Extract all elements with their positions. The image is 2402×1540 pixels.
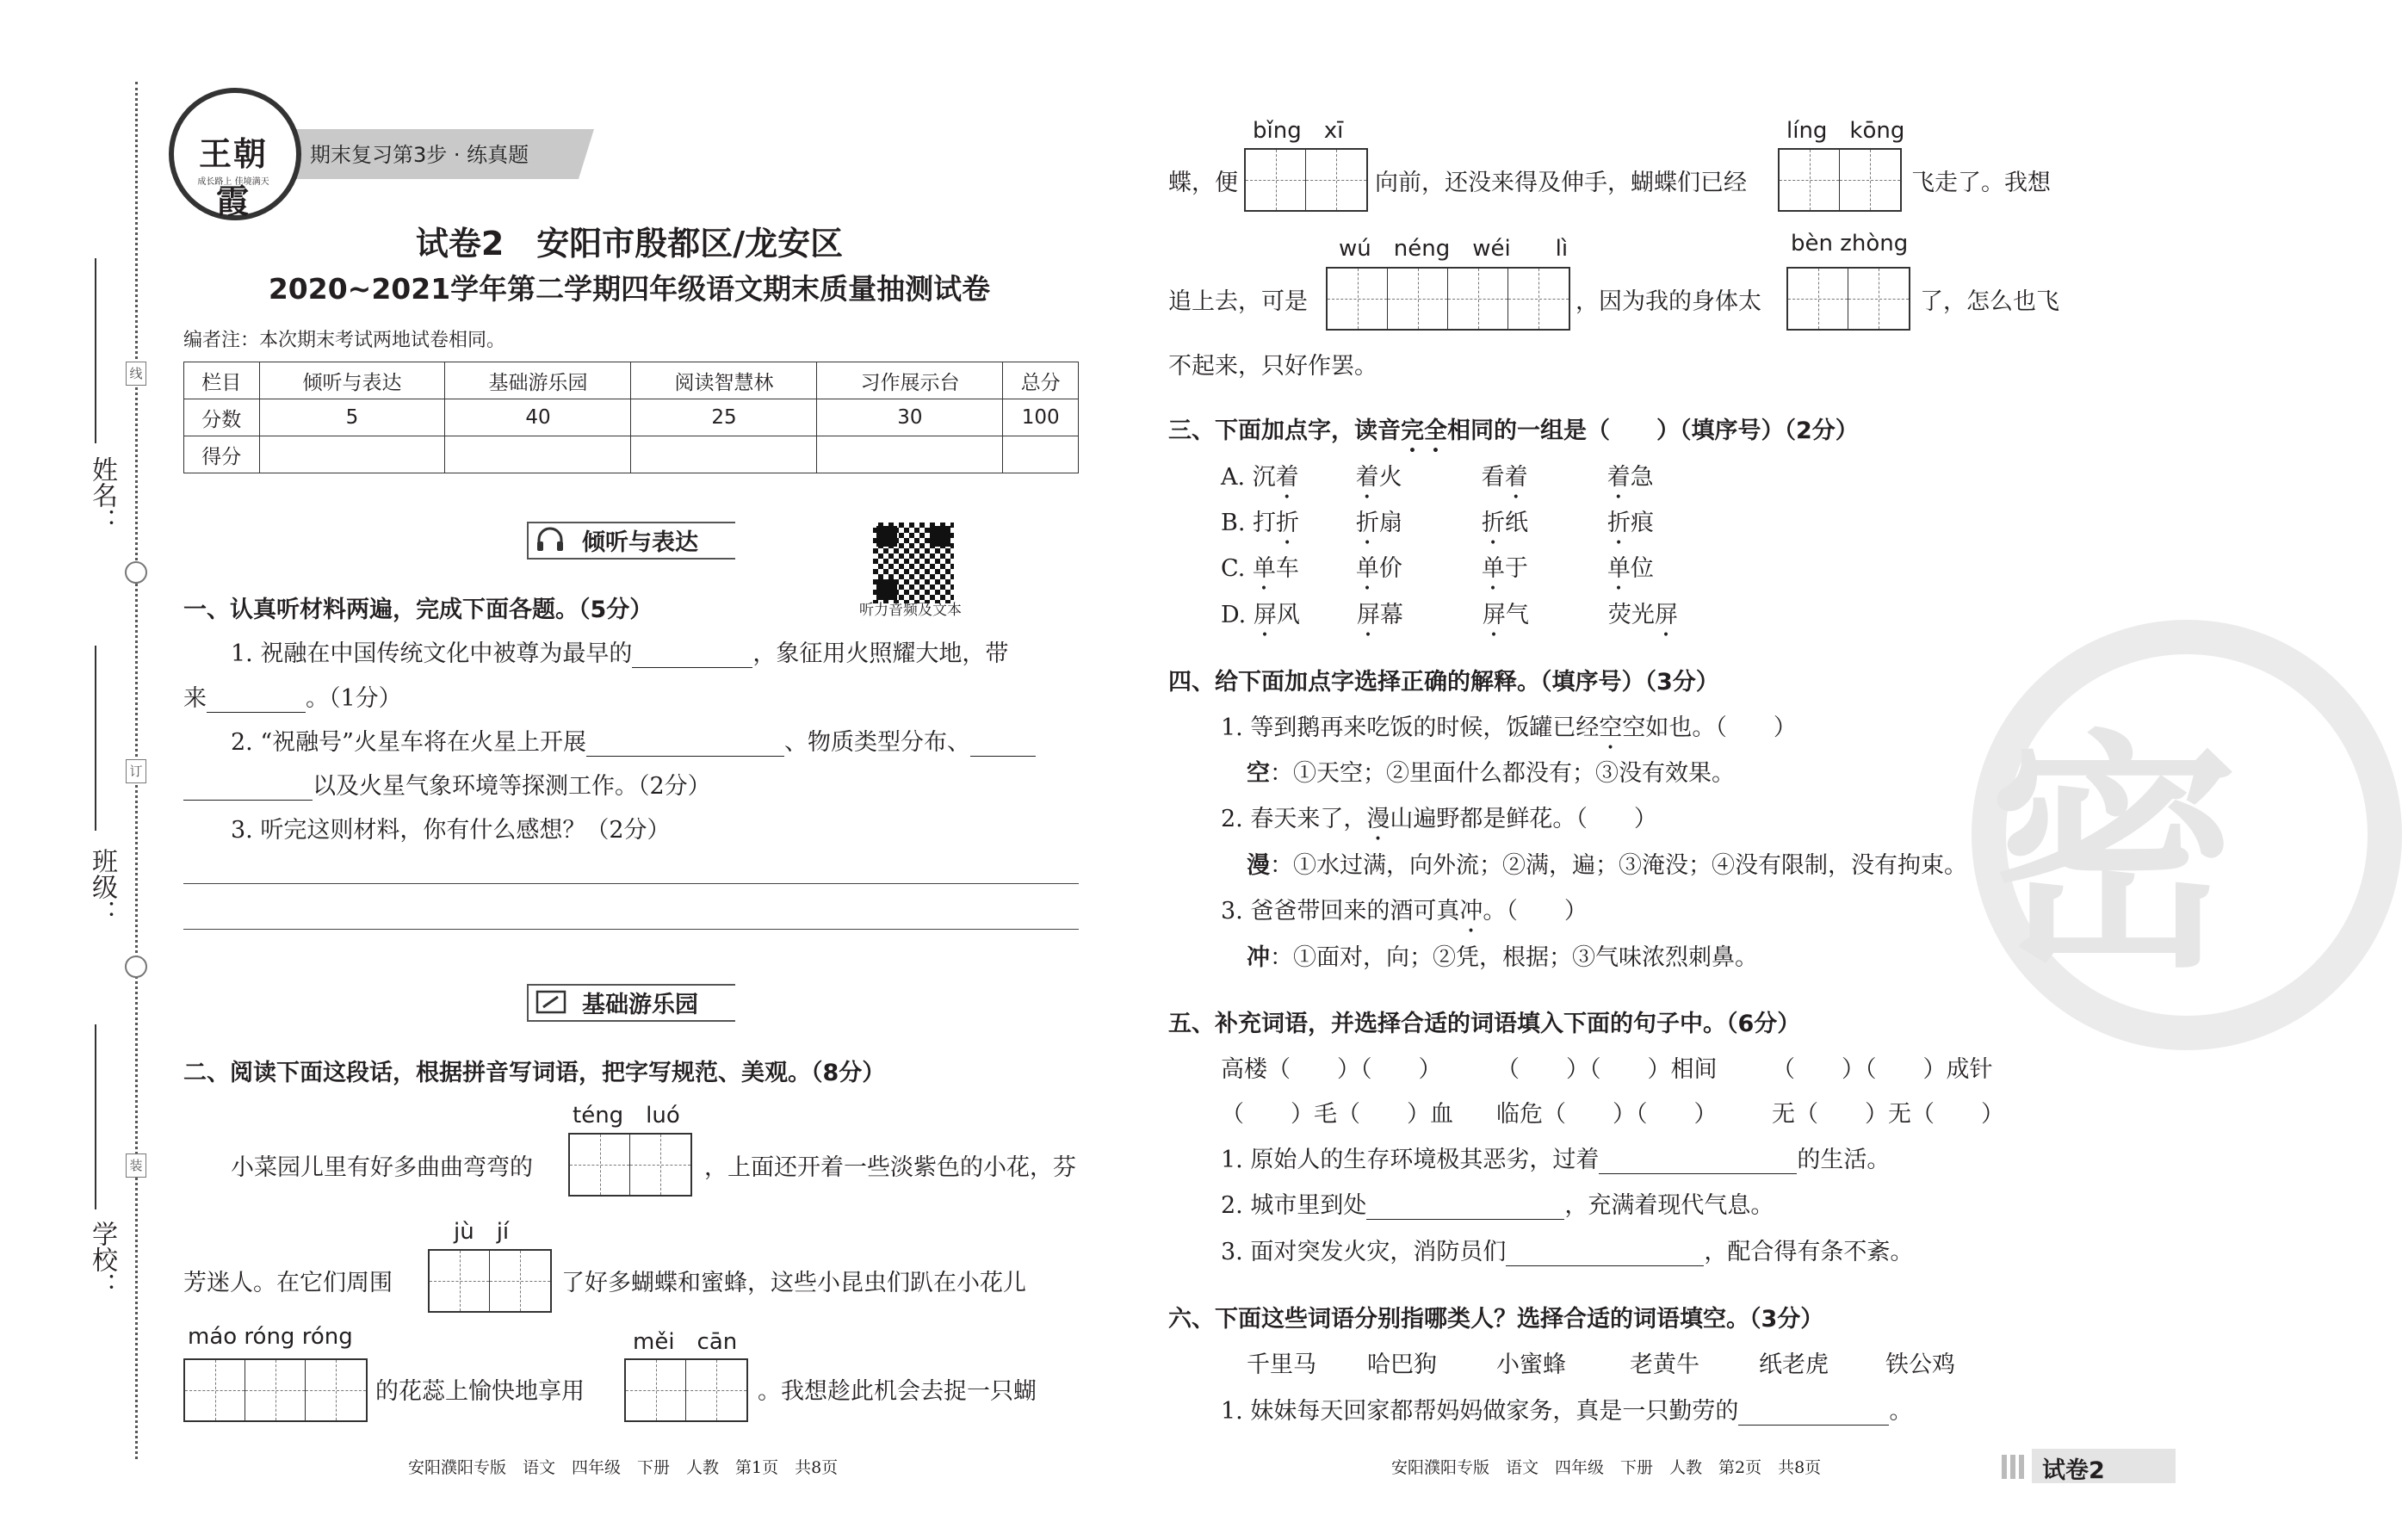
q5-word[interactable]: 临危（ ）（ ） [1496, 1101, 1718, 1128]
headphones-icon [535, 527, 565, 553]
q1-text: 2. “祝融号”火星车将在火星上开展 [231, 729, 586, 756]
dotted-char: 单 [1252, 555, 1276, 582]
q6-word: 哈巴狗 [1367, 1351, 1437, 1378]
q1-text: 以及火星气象环境等探测工作。（2分） [313, 773, 711, 800]
dotted-char: 着 [1355, 464, 1379, 491]
table-cell: 25 [631, 399, 817, 436]
writing-grid[interactable] [183, 1358, 368, 1422]
score-entry-cell[interactable] [631, 436, 817, 473]
word-text: 痕 [1631, 510, 1655, 536]
q5-text: 2. 城市里到处 [1221, 1192, 1367, 1219]
q1-text: 、物质类型分布、 [783, 729, 970, 756]
dotted-char: 漫 [1366, 806, 1390, 832]
editor-note: 编者注：本次期末考试两地试卷相同。 [183, 330, 506, 351]
pinyin-label: měi cān [633, 1329, 738, 1355]
q4-keyword: 空 [1247, 760, 1270, 787]
table-header: 倾听与表达 [259, 362, 445, 399]
word-text: 沉 [1252, 464, 1276, 491]
word-text: 气 [1505, 602, 1529, 628]
writing-grid[interactable] [1778, 148, 1902, 212]
q1-item1-line2 [183, 679, 402, 713]
writing-grid[interactable] [568, 1133, 692, 1197]
q1-text: 。（1分） [306, 685, 402, 712]
table-header: 栏目 [184, 362, 260, 399]
logo-text: 王朝霞 [198, 134, 268, 220]
cut-mark-ding: 订 [126, 759, 146, 783]
logo-subtext: 成长路上 佳境满天 [197, 177, 269, 187]
pinyin-label: bèn zhòng [1791, 231, 1909, 257]
q4-keyword: 冲 [1247, 944, 1270, 971]
answer-blank[interactable] [1599, 1150, 1797, 1174]
q3-text: 相同的一组是（ ）（填序号）（2分） [1447, 417, 1859, 444]
answer-blank[interactable] [632, 644, 752, 668]
q1-text: ，象征用火照耀大地，带 [752, 640, 1009, 667]
q2-text: ，因为我的身体太 [1576, 288, 1761, 315]
q2-text: 。我想趁此机会去捉一只蝴 [758, 1378, 1037, 1405]
qr-code-icon[interactable] [873, 523, 954, 603]
q5-text: 3. 面对突发火灾，消防员们 [1221, 1239, 1507, 1265]
q6-word: 小蜜蜂 [1496, 1351, 1566, 1378]
q5-word[interactable]: 高楼（ ）（ ） [1221, 1056, 1442, 1083]
pinyin-label: líng kōng [1786, 118, 1905, 144]
q4-text: 山遍野都是鲜花。（ ） [1390, 806, 1657, 832]
q2-text: 向前，还没来得及伸手，蝴蝶们已经 [1375, 170, 1747, 196]
writing-grid[interactable] [1786, 267, 1910, 331]
q5-text: 1. 原始人的生存环境极其恶劣，过着 [1221, 1147, 1600, 1173]
q1-text: 来 [183, 685, 207, 712]
q6-text: 1. 妹妹每天回家都帮妈妈做家务，真是一只勤劳的 [1221, 1398, 1739, 1425]
table-header: 总分 [1003, 362, 1079, 399]
dotted-char: 单 [1481, 555, 1505, 582]
q6-word: 铁公鸡 [1885, 1351, 1955, 1378]
q4-sentence3 [1221, 892, 1588, 938]
cut-mark-xian: 线 [126, 362, 146, 386]
q3-option-c [1221, 549, 1654, 596]
dotted-char: 着 [1606, 464, 1631, 491]
q5-word[interactable]: （ ）毛（ ）血 [1221, 1101, 1453, 1128]
q5-sentence2 [1221, 1186, 1774, 1220]
q5-sentence1 [1221, 1141, 1890, 1174]
q4-text: 。（ ） [1483, 898, 1588, 925]
exam-title: 试卷2 安阳市殷都区/龙安区 [415, 225, 844, 263]
q1-heading: 一、认真听材料两遍，完成下面各题。（5分） [183, 597, 653, 623]
name-underline [95, 258, 96, 443]
pinyin-label: bǐng xī [1253, 118, 1344, 144]
q1-item3: 3. 听完这则材料，你有什么感想？（2分） [231, 817, 671, 844]
dotted-char: 着 [1275, 464, 1299, 491]
dotted-char: 单 [1355, 555, 1379, 582]
option-label: A. [1221, 464, 1253, 491]
section-title-listening: 倾听与表达 [582, 529, 698, 556]
q5-sentence3 [1221, 1233, 1913, 1266]
q4-text: ：①面对，向；②凭，根据；③气味浓烈刺鼻。 [1270, 944, 1758, 971]
answer-blank[interactable] [1506, 1242, 1704, 1266]
writing-grid[interactable] [428, 1249, 552, 1313]
writing-grid[interactable] [1244, 148, 1368, 212]
dotted-char: 冲 [1459, 898, 1483, 925]
dotted-char: 着 [1504, 464, 1528, 491]
pinyin-label: wú néng wéi lì [1339, 236, 1569, 262]
school-label: 学校： [87, 1221, 117, 1298]
table-row [184, 436, 1079, 473]
q6-word: 纸老虎 [1759, 1351, 1829, 1378]
q5-word[interactable]: 无（ ）无（ ） [1772, 1101, 2004, 1128]
q4-heading: 四、给下面加点字选择正确的解释。（填序号）（3分） [1168, 669, 1719, 696]
table-cell: 得分 [184, 436, 260, 473]
option-label: B. [1221, 510, 1254, 536]
score-entry-cell[interactable] [817, 436, 1003, 473]
school-underline [95, 1024, 96, 1209]
table-header: 习作展示台 [817, 362, 1003, 399]
answer-blank[interactable] [970, 733, 1036, 757]
q5-text: ，充满着现代气息。 [1564, 1192, 1774, 1219]
pencil-book-icon [535, 990, 566, 1014]
q1-item2-line1 [231, 723, 1036, 757]
dotted-char: 折 [1482, 510, 1506, 536]
q3-text: 三、下面加点字，读音 [1168, 417, 1401, 444]
q4-def1 [1247, 754, 1735, 788]
table-header: 阅读智慧林 [631, 362, 817, 399]
dotted-char: 折 [1607, 510, 1631, 536]
q4-keyword: 漫 [1247, 852, 1270, 879]
q3-option-a [1221, 458, 1654, 504]
table-cell: 40 [445, 399, 631, 436]
q3-option-d [1221, 596, 1678, 642]
q4-text: ：①天空；②里面什么都没有；③没有效果。 [1270, 760, 1735, 787]
q4-text: ：①水过满，向外流；②满，遍；③淹没；④没有限制，没有拘束。 [1270, 852, 1967, 879]
dotted-char: 屏 [1654, 602, 1678, 628]
word-text: 打 [1253, 510, 1277, 536]
score-table [183, 362, 1079, 473]
answer-blank[interactable] [207, 689, 306, 713]
option-label: D. [1221, 602, 1254, 628]
table-header: 基础游乐园 [445, 362, 631, 399]
answer-rule-line[interactable] [183, 929, 1079, 930]
q2-text: 蝶，便 [1168, 170, 1238, 196]
footer-left: 安阳濮阳专版 语文 四年级 下册 人教 第1页 共8页 [408, 1458, 839, 1477]
table-cell: 30 [817, 399, 1003, 436]
word-text: 扇 [1379, 510, 1403, 536]
word-text: 车 [1275, 555, 1299, 582]
dotted-char: 单 [1606, 555, 1631, 582]
qr-caption: 听力音频及文本 [859, 602, 962, 619]
table-cell: 分数 [184, 399, 260, 436]
q2-text: 小菜园儿里有好多曲曲弯弯的 [231, 1154, 533, 1181]
binding-ring-icon [125, 956, 147, 978]
q6-word: 千里马 [1247, 1351, 1316, 1378]
score-entry-cell[interactable] [1003, 436, 1079, 473]
q5-heading: 五、补充词语，并选择合适的词语填入下面的句子中。（6分） [1168, 1011, 1801, 1037]
table-cell: 100 [1003, 399, 1079, 436]
word-text: 风 [1276, 602, 1300, 628]
class-underline [95, 646, 96, 831]
q4-text: 空如也。（ ） [1622, 714, 1797, 741]
answer-blank[interactable] [1366, 1196, 1564, 1220]
word-text: 纸 [1505, 510, 1529, 536]
q4-text: 2. 春天来了， [1221, 806, 1367, 832]
q5-text: ，配合得有条不紊。 [1704, 1239, 1914, 1265]
q6-heading: 六、下面这些词语分别指哪类人？选择合适的词语填空。（3分） [1168, 1306, 1824, 1333]
q2-text: 了好多蝴蝶和蜜蜂，这些小昆虫们趴在小花儿 [561, 1270, 1026, 1296]
q2-text: 的花蕊上愉快地享用 [375, 1378, 585, 1405]
answer-blank[interactable] [586, 733, 784, 757]
q3-option-b [1221, 504, 1654, 550]
option-label: C. [1221, 555, 1253, 582]
tag-stripes [2002, 1455, 2027, 1479]
dotted-char: 屏 [1253, 602, 1277, 628]
q4-text: 1. 等到鹅再来吃饭的时候，饭罐已经 [1221, 714, 1600, 741]
name-label: 姓名： [87, 456, 117, 534]
answer-rule-line[interactable] [183, 883, 1079, 884]
table-row [184, 362, 1079, 399]
q2-text: 飞走了。我想 [1911, 170, 2051, 196]
exam-subtitle: 2020~2021学年第二学期四年级语文期末质量抽测试卷 [268, 272, 991, 306]
score-entry-cell[interactable] [259, 436, 445, 473]
pinyin-label: máo róng róng [188, 1324, 353, 1350]
section-title-basics: 基础游乐园 [582, 992, 698, 1018]
binding-ring-icon [125, 561, 147, 584]
q2-text: 追上去，可是 [1168, 288, 1308, 315]
table-cell: 5 [259, 399, 445, 436]
q5-word[interactable]: （ ）（ ）相间 [1496, 1056, 1718, 1083]
dotted-char: 屏 [1356, 602, 1380, 628]
q2-text: 芳迷人。在它们周围 [183, 1270, 393, 1296]
q2-text: ，上面还开着一些淡紫色的小花，芬 [704, 1154, 1076, 1181]
word-text: 看 [1481, 464, 1505, 491]
q4-def2 [1247, 846, 1967, 880]
writing-grid[interactable] [1326, 267, 1570, 331]
q1-item1-line1 [231, 634, 1008, 668]
q6-text: 。 [1889, 1398, 1913, 1425]
q6-word: 老黄牛 [1630, 1351, 1699, 1378]
q4-text: 3. 爸爸带回来的酒可真 [1221, 898, 1460, 925]
pinyin-label: téng luó [573, 1103, 680, 1129]
dotted-char: 屏 [1482, 602, 1506, 628]
q1-item2-line2 [183, 767, 711, 801]
publisher-logo [169, 88, 301, 220]
q5-text: 的生活。 [1797, 1147, 1891, 1173]
writing-grid[interactable] [624, 1358, 748, 1422]
footer-right: 安阳濮阳专版 语文 四年级 下册 人教 第2页 共8页 [1391, 1458, 1822, 1477]
q1-text: 1. 祝融在中国传统文化中被尊为最早的 [231, 640, 633, 667]
word-text: 火 [1378, 464, 1402, 491]
answer-blank[interactable] [1738, 1401, 1889, 1426]
ribbon-text: 期末复习第3步 · 练真题 [310, 143, 529, 167]
q3-dotted-text: 完全 [1401, 417, 1447, 444]
dotted-char: 空 [1599, 714, 1623, 741]
q5-word[interactable]: （ ）（ ）成针 [1772, 1056, 1993, 1083]
q4-def3 [1247, 938, 1758, 972]
dotted-char: 折 [1276, 510, 1300, 536]
cut-mark-zhuang: 装 [126, 1153, 146, 1178]
pinyin-label: jù jí [454, 1219, 510, 1245]
word-text: 价 [1378, 555, 1402, 582]
watermark-char: 密 [1989, 711, 2238, 1001]
class-label: 班级： [87, 848, 117, 925]
q3-heading [1168, 411, 1859, 458]
dotted-char: 折 [1356, 510, 1380, 536]
score-entry-cell[interactable] [445, 436, 631, 473]
q2-heading: 二、阅读下面这段话，根据拼音写词语，把字写规范、美观。（8分） [183, 1060, 886, 1086]
q4-sentence1 [1221, 708, 1797, 755]
answer-blank[interactable] [183, 776, 313, 801]
q4-sentence2 [1221, 800, 1657, 846]
q6-sentence1 [1221, 1392, 1912, 1426]
word-text: 荧光 [1607, 602, 1655, 628]
word-text: 急 [1630, 464, 1654, 491]
paper-tag: 试卷2 [2042, 1457, 2105, 1484]
word-text: 于 [1504, 555, 1528, 582]
q2-text: 不起来，只好作罢。 [1168, 353, 1377, 380]
word-text: 位 [1630, 555, 1654, 582]
q2-text: 了，怎么也飞 [1920, 288, 2059, 315]
word-text: 幕 [1379, 602, 1403, 628]
table-row [184, 399, 1079, 436]
